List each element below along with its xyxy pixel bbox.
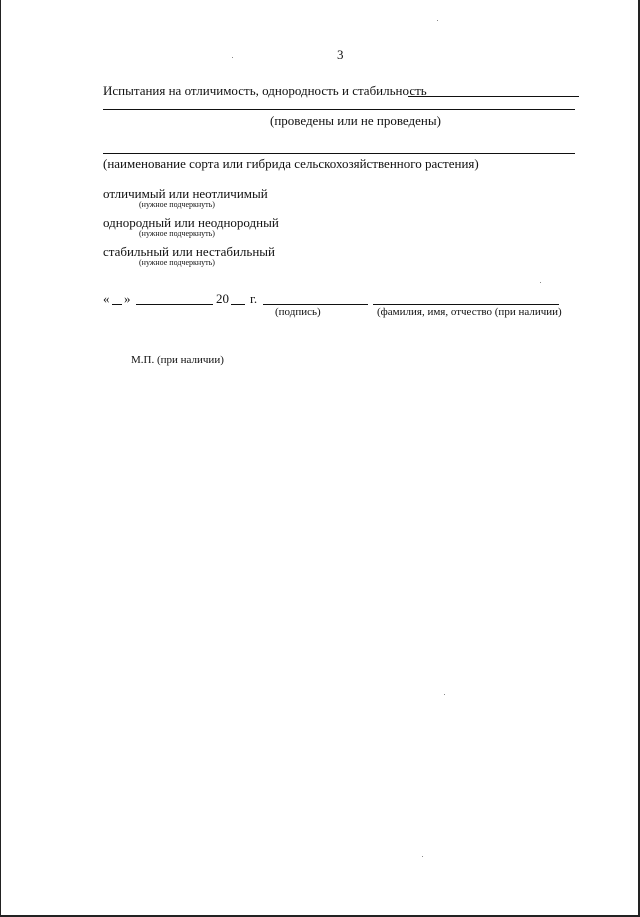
date-year-line: [231, 304, 245, 305]
date-close-quote: »: [124, 291, 131, 306]
date-month-line: [136, 304, 213, 305]
signature-line: [263, 304, 368, 305]
signature-hint: (подпись): [275, 306, 321, 318]
variety-line: [103, 153, 575, 154]
option-uniform-hint: (нужное подчеркнуть): [139, 229, 215, 238]
tests-label: Испытания на отличимость, однородность и стабильность: [103, 83, 427, 98]
tests-fill-line: [408, 96, 579, 97]
date-year-prefix: 20: [216, 291, 229, 306]
scan-edge-left: [0, 0, 1, 917]
date-day-line: [112, 304, 122, 305]
option-uniform: однородный или неоднородный: [103, 215, 279, 230]
date-open-quote: «: [103, 291, 110, 306]
scan-speck: [422, 856, 423, 857]
scan-speck: [437, 20, 438, 21]
full-name-hint: (фамилия, имя, отчество (при наличии): [377, 306, 562, 318]
option-stable: стабильный или нестабильный: [103, 244, 275, 259]
page-number: 3: [337, 47, 344, 62]
full-name-line: [373, 304, 559, 305]
date-year-suffix: г.: [250, 291, 258, 306]
option-distinct-hint: (нужное подчеркнуть): [139, 200, 215, 209]
scan-speck: [540, 282, 541, 283]
option-distinct: отличимый или неотличимый: [103, 186, 268, 201]
tests-continuation-line: [103, 109, 575, 110]
seal-label: М.П. (при наличии): [131, 354, 224, 366]
option-stable-hint: (нужное подчеркнуть): [139, 258, 215, 267]
variety-hint: (наименование сорта или гибрида сельскохозяйственного растения): [103, 156, 479, 171]
scan-speck: [444, 694, 445, 695]
scan-speck: [232, 57, 233, 58]
tests-hint: (проведены или не проведены): [270, 113, 441, 128]
